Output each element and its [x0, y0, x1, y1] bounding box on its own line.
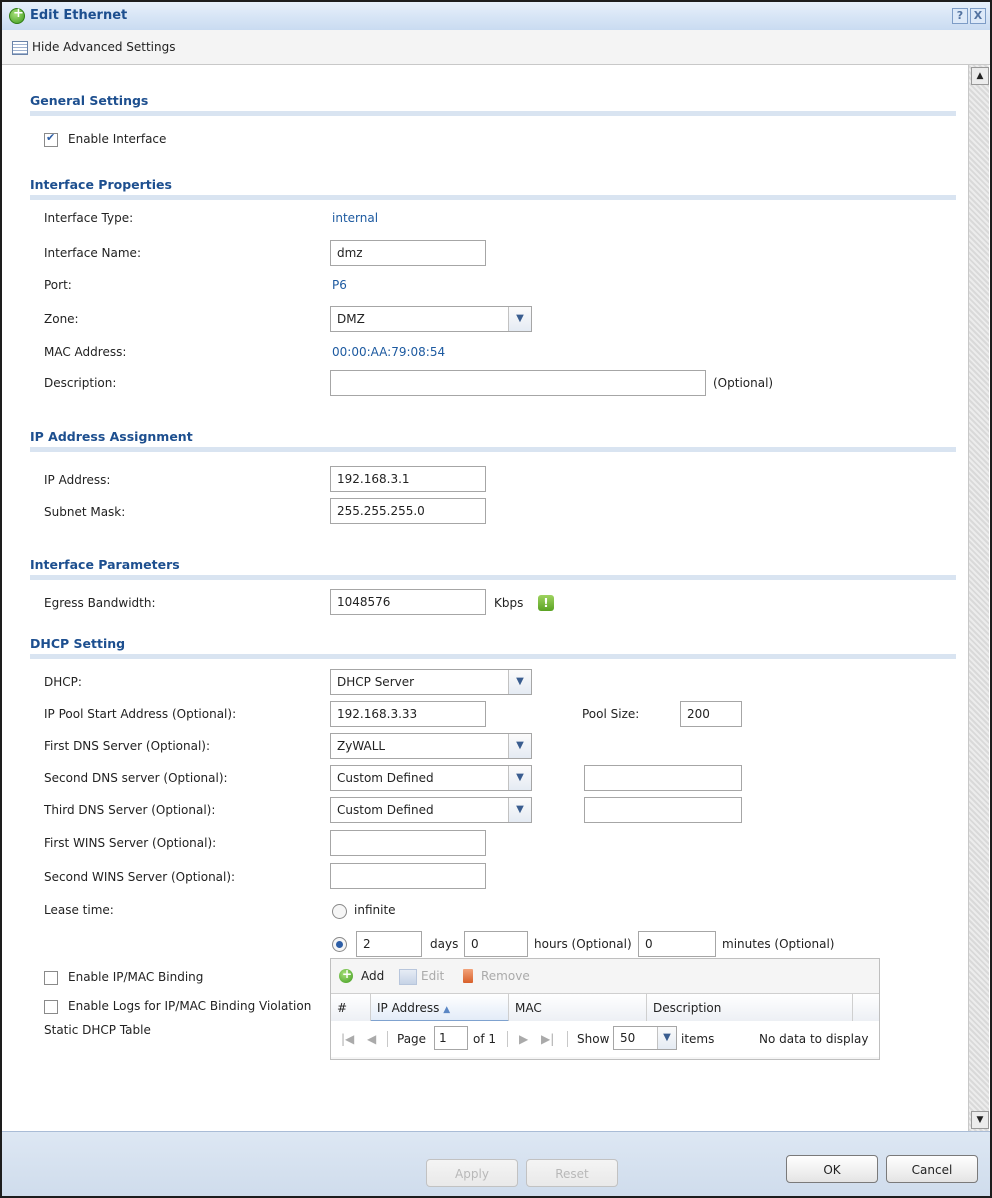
chevron-down-icon[interactable]: ▼	[508, 307, 531, 331]
description-label: Description:	[44, 376, 117, 390]
edit-icon	[399, 969, 417, 985]
egress-bandwidth-label: Egress Bandwidth:	[44, 596, 156, 610]
section-ip-address-assignment: IP Address Assignment	[30, 429, 193, 444]
dialog-footer	[2, 1131, 990, 1197]
chevron-down-icon[interactable]: ▼	[508, 798, 531, 822]
second-dns-select[interactable]	[330, 765, 532, 791]
remove-button[interactable]: Remove	[481, 969, 530, 983]
lease-minutes-label: minutes (Optional)	[722, 937, 835, 951]
section-divider	[30, 111, 956, 116]
add-icon[interactable]	[339, 969, 353, 983]
static-dhcp-table	[330, 958, 880, 1060]
hide-advanced-settings-link[interactable]: Hide Advanced Settings	[32, 40, 176, 54]
page-size-select[interactable]	[613, 1026, 677, 1050]
lease-days-input[interactable]	[356, 931, 422, 957]
interface-type-value: internal	[332, 211, 379, 225]
port-label: Port:	[44, 278, 72, 292]
scroll-down-icon[interactable]: ▼	[971, 1111, 989, 1129]
enable-ipmac-logs-label: Enable Logs for IP/MAC Binding Violation	[68, 999, 312, 1013]
edit-button[interactable]: Edit	[421, 969, 445, 983]
enable-ipmac-logs-checkbox[interactable]	[44, 1000, 58, 1014]
page-label: Page	[397, 1032, 427, 1046]
section-divider	[30, 654, 956, 659]
lease-hours-label: hours (Optional)	[534, 937, 632, 951]
ip-address-label: IP Address:	[44, 473, 111, 487]
last-page-icon[interactable]: ▶|	[541, 1032, 555, 1046]
column-header-ip-address-label: IP Address	[377, 1001, 440, 1015]
second-dns-label: Second DNS server (Optional):	[44, 771, 228, 785]
egress-bandwidth-unit: Kbps	[494, 596, 524, 610]
toolbar	[2, 30, 990, 65]
subnet-mask-label: Subnet Mask:	[44, 505, 126, 519]
pool-start-label: IP Pool Start Address (Optional):	[44, 707, 237, 721]
interface-name-label: Interface Name:	[44, 246, 141, 260]
first-wins-label: First WINS Server (Optional):	[44, 836, 217, 850]
pager-divider	[507, 1031, 508, 1047]
column-header-description[interactable]: Description	[647, 994, 853, 1022]
lease-time-label: Lease time:	[44, 903, 114, 917]
interface-type-label: Interface Type:	[44, 211, 134, 225]
chevron-down-icon[interactable]: ▼	[508, 670, 531, 694]
interface-name-input[interactable]	[330, 240, 486, 266]
pager-divider	[567, 1031, 568, 1047]
lease-infinite-radio[interactable]	[332, 904, 347, 919]
list-icon	[12, 41, 28, 55]
lease-hours-input[interactable]	[464, 931, 528, 957]
dhcp-mode-select[interactable]	[330, 669, 532, 695]
chevron-down-icon[interactable]: ▼	[657, 1027, 676, 1049]
lease-infinite-label: infinite	[354, 903, 396, 917]
column-header-index[interactable]: #	[331, 994, 371, 1022]
third-dns-value: Custom Defined	[337, 803, 434, 817]
enable-ipmac-binding-checkbox[interactable]	[44, 971, 58, 985]
vertical-scrollbar[interactable]	[968, 65, 989, 1131]
zone-select[interactable]	[330, 306, 532, 332]
page-size-value: 50	[620, 1031, 636, 1045]
edit-ethernet-icon	[9, 8, 25, 24]
mac-address-label: MAC Address:	[44, 345, 127, 359]
sort-ascending-icon: ▲	[443, 1005, 451, 1015]
second-wins-input[interactable]	[330, 863, 486, 889]
section-general-settings: General Settings	[30, 93, 149, 108]
egress-bandwidth-input[interactable]	[330, 589, 486, 615]
warning-icon[interactable]: !	[538, 595, 554, 611]
section-interface-parameters: Interface Parameters	[30, 557, 180, 572]
column-header-ip-address[interactable]	[371, 994, 509, 1022]
trash-icon	[463, 969, 473, 983]
show-label: Show	[577, 1032, 610, 1046]
page-count-label: of 1	[473, 1032, 497, 1046]
mac-address-value: 00:00:AA:79:08:54	[332, 345, 446, 359]
section-divider	[30, 447, 956, 452]
section-interface-properties: Interface Properties	[30, 177, 172, 192]
description-input[interactable]	[330, 370, 706, 396]
prev-page-icon[interactable]: ◀	[367, 1032, 377, 1046]
items-label: items	[681, 1032, 715, 1046]
first-wins-input[interactable]	[330, 830, 486, 856]
third-dns-label: Third DNS Server (Optional):	[44, 803, 216, 817]
first-dns-value: ZyWALL	[337, 739, 386, 753]
first-page-icon[interactable]: |◀	[341, 1032, 355, 1046]
help-button[interactable]: ?	[952, 8, 968, 24]
section-divider	[30, 575, 956, 580]
close-button[interactable]: X	[970, 8, 986, 24]
ip-address-input[interactable]	[330, 466, 486, 492]
dhcp-mode-value: DHCP Server	[337, 675, 415, 689]
scroll-up-icon[interactable]: ▲	[971, 67, 989, 85]
zone-label: Zone:	[44, 312, 79, 326]
section-divider	[30, 195, 956, 200]
title-bar	[2, 2, 990, 31]
apply-button[interactable]: Apply	[426, 1159, 518, 1187]
description-optional-hint: (Optional)	[713, 376, 774, 390]
pager-divider	[387, 1031, 388, 1047]
subnet-mask-input[interactable]	[330, 498, 486, 524]
pool-size-input[interactable]	[680, 701, 742, 727]
enable-interface-label: Enable Interface	[68, 132, 167, 146]
second-wins-label: Second WINS Server (Optional):	[44, 870, 236, 884]
zone-select-value: DMZ	[337, 312, 365, 326]
next-page-icon[interactable]: ▶	[519, 1032, 529, 1046]
lease-days-label: days	[430, 937, 459, 951]
reset-button[interactable]: Reset	[526, 1159, 618, 1187]
add-button[interactable]: Add	[361, 969, 385, 983]
port-value: P6	[332, 278, 347, 292]
lease-minutes-input[interactable]	[638, 931, 716, 957]
page-number-input[interactable]	[434, 1026, 468, 1050]
second-dns-custom-input[interactable]	[584, 765, 742, 791]
third-dns-custom-input[interactable]	[584, 797, 742, 823]
static-dhcp-table-label: Static DHCP Table	[44, 1023, 151, 1037]
dialog-title: Edit Ethernet	[30, 8, 128, 23]
dhcp-label: DHCP:	[44, 675, 82, 689]
pool-start-input[interactable]	[330, 701, 486, 727]
lease-duration-radio[interactable]	[332, 937, 347, 952]
chevron-down-icon[interactable]: ▼	[508, 734, 531, 758]
column-header-mac[interactable]: MAC	[509, 994, 647, 1022]
enable-interface-checkbox[interactable]	[44, 133, 58, 147]
first-dns-select[interactable]	[330, 733, 532, 759]
chevron-down-icon[interactable]: ▼	[508, 766, 531, 790]
enable-ipmac-binding-label: Enable IP/MAC Binding	[68, 970, 204, 984]
second-dns-value: Custom Defined	[337, 771, 434, 785]
cancel-button[interactable]: Cancel	[886, 1155, 978, 1183]
grid-toolbar	[331, 959, 879, 993]
ok-button[interactable]: OK	[786, 1155, 878, 1183]
no-data-message: No data to display	[759, 1032, 869, 1046]
grid-header-row	[331, 993, 879, 1023]
grid-pager	[331, 1021, 879, 1057]
third-dns-select[interactable]	[330, 797, 532, 823]
first-dns-label: First DNS Server (Optional):	[44, 739, 211, 753]
section-dhcp-setting: DHCP Setting	[30, 636, 126, 651]
pool-size-label: Pool Size:	[582, 707, 640, 721]
